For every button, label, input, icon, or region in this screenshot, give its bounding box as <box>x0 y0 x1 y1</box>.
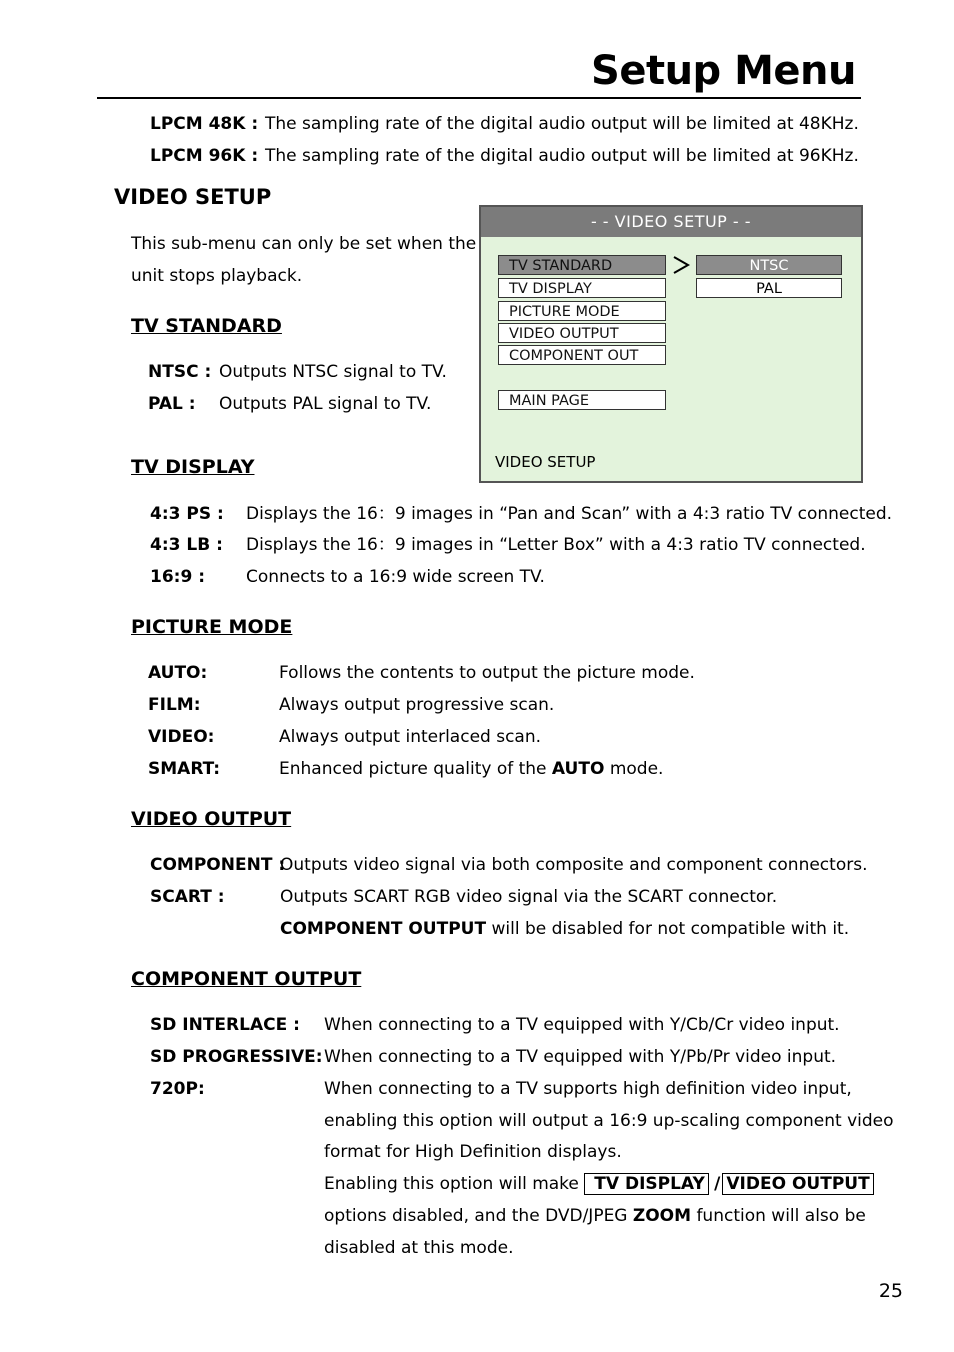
sd-progressive-term: SD PROGRESSIVE: <box>150 1047 323 1067</box>
ps-term: 4:3 PS : <box>150 504 224 524</box>
page-number: 25 <box>878 1280 903 1302</box>
smart-term: SMART: <box>148 759 221 779</box>
enable-pre: Enabling this option will make <box>324 1174 585 1194</box>
options-post: function will also be <box>691 1206 866 1226</box>
lpcm-48k-desc: The sampling rate of the digital audio output will be limited at 48KHz. <box>265 114 859 134</box>
video-setup-intro-1: This sub-menu can only be set when the <box>131 234 477 254</box>
p720-line2: enabling this option will output a 16:9 up-scaling component video <box>324 1111 894 1131</box>
ps-desc: Displays the 16：9 images in “Pan and Scan” with a 4:3 ratio TV connected. <box>246 504 893 524</box>
lpcm-96k-desc: The sampling rate of the digital audio output will be limited at 96KHz. <box>265 146 859 166</box>
component-output-heading: COMPONENT OUTPUT <box>131 968 362 990</box>
chevron-right-icon <box>671 255 691 275</box>
sd-interlace-desc: When connecting to a TV equipped with Y/Cb/Cr video input. <box>324 1015 840 1035</box>
ntsc-term: NTSC : <box>148 362 212 382</box>
osd-option-ntsc[interactable]: NTSC <box>696 255 842 275</box>
video-setup-intro-2: unit stops playback. <box>131 266 303 286</box>
auto-desc: Follows the contents to output the picture mode. <box>279 663 695 683</box>
w169-term: 16:9 : <box>150 567 206 587</box>
lpcm-48k-term: LPCM 48K : <box>150 114 259 134</box>
osd-item-tv-display[interactable]: TV DISPLAY <box>498 278 666 298</box>
tv-standard-heading: TV STANDARD <box>131 315 282 337</box>
video-setup-heading: VIDEO SETUP <box>114 185 272 209</box>
tv-display-box: TV DISPLAY <box>584 1173 708 1195</box>
osd-item-picture-mode[interactable]: PICTURE MODE <box>498 301 666 321</box>
video-desc: Always output interlaced scan. <box>279 727 542 747</box>
sd-progressive-desc: When connecting to a TV equipped with Y/Pb/Pr video input. <box>324 1047 837 1067</box>
smart-desc-post: mode. <box>604 759 664 779</box>
smart-desc-pre: Enhanced picture quality of the <box>279 759 552 779</box>
page-title: Setup Menu <box>591 48 856 94</box>
auto-term: AUTO: <box>148 663 208 683</box>
options-bold: ZOOM <box>632 1206 692 1226</box>
pal-desc: Outputs PAL signal to TV. <box>219 394 432 414</box>
film-term: FILM: <box>148 695 201 715</box>
enable-line <box>324 1173 874 1195</box>
options-line <box>324 1205 866 1227</box>
osd-footer: VIDEO SETUP <box>495 453 596 471</box>
enable-slash: / <box>714 1174 721 1194</box>
lb-term: 4:3 LB : <box>150 535 223 555</box>
options-pre: options disabled, and the DVD/JPEG <box>324 1206 633 1226</box>
lpcm-96k-term: LPCM 96K : <box>150 146 259 166</box>
video-term: VIDEO: <box>148 727 215 747</box>
pal-term: PAL : <box>148 394 196 414</box>
ntsc-desc: Outputs NTSC signal to TV. <box>219 362 447 382</box>
osd-option-pal[interactable]: PAL <box>696 278 842 298</box>
film-desc: Always output progressive scan. <box>279 695 555 715</box>
component-term: COMPONENT : <box>150 855 286 875</box>
component-desc: Outputs video signal via both composite and component connectors. <box>280 855 868 875</box>
picture-mode-heading: PICTURE MODE <box>131 616 293 638</box>
lpcm-48k-row <box>150 113 859 135</box>
title-rule <box>97 97 861 99</box>
smart-desc <box>279 758 663 780</box>
w169-desc: Connects to a 16:9 wide screen TV. <box>246 567 545 587</box>
osd-item-video-output[interactable]: VIDEO OUTPUT <box>498 323 666 343</box>
tv-display-heading: TV DISPLAY <box>131 456 255 478</box>
sd-interlace-term: SD INTERLACE : <box>150 1015 300 1035</box>
osd-item-tv-standard[interactable]: TV STANDARD <box>498 255 666 275</box>
video-output-box: VIDEO OUTPUT <box>722 1173 873 1195</box>
note-bold: COMPONENT OUTPUT <box>280 919 487 939</box>
scart-desc: Outputs SCART RGB video signal via the SCART connector. <box>280 887 778 907</box>
p720-term: 720P: <box>150 1079 205 1099</box>
osd-item-component-out[interactable]: COMPONENT OUT <box>498 345 666 365</box>
osd-item-main-page[interactable]: MAIN PAGE <box>498 390 666 410</box>
p720-desc: When connecting to a TV supports high definition video input, <box>324 1079 852 1099</box>
video-output-note <box>280 918 849 940</box>
last-line: disabled at this mode. <box>324 1238 514 1258</box>
scart-term: SCART : <box>150 887 225 907</box>
lpcm-96k-row <box>150 145 859 167</box>
smart-desc-bold: AUTO <box>551 759 605 779</box>
video-output-heading: VIDEO OUTPUT <box>131 808 292 830</box>
p720-line3: format for High Definition displays. <box>324 1142 622 1162</box>
lb-desc: Displays the 16：9 images in “Letter Box” with a 4:3 ratio TV connected. <box>246 535 866 555</box>
osd-video-setup-panel <box>479 205 863 483</box>
osd-header: - - VIDEO SETUP - - <box>481 207 861 237</box>
note-rest: will be disabled for not compatible with it. <box>486 919 850 939</box>
